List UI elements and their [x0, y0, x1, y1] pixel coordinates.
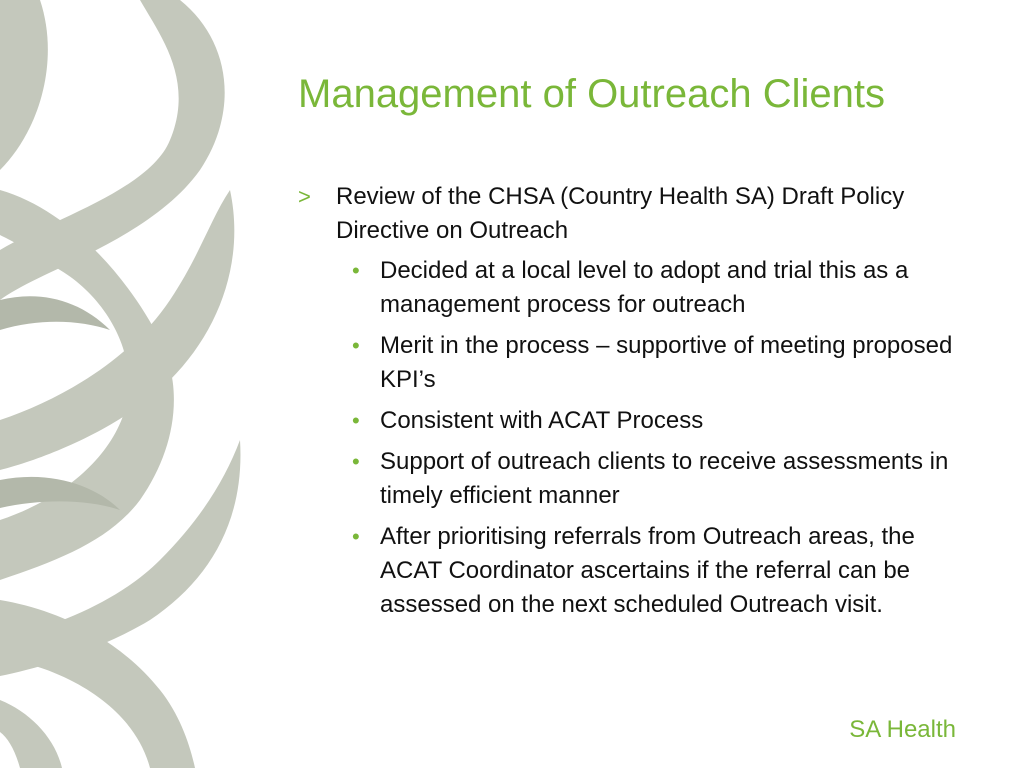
ribbon-shape — [0, 296, 110, 330]
bullet-dot-icon: • — [352, 408, 360, 433]
sub-bullet — [296, 520, 980, 622]
footer-brand: SA Health — [849, 716, 956, 743]
sub-bullet-text: Merit in the process – supportive of meeting proposed KPI’s — [380, 332, 953, 393]
sub-bullet — [296, 329, 980, 397]
sub-bullet — [296, 445, 980, 513]
chevron-right-icon: > — [298, 184, 311, 209]
main-bullet-text: Review of the CHSA (Country Health SA) Draft Policy Directive on Outreach — [336, 183, 905, 244]
slide-title: Management of Outreach Clients — [298, 72, 885, 116]
bullet-dot-icon: • — [352, 524, 360, 549]
ribbon-shape — [0, 700, 62, 768]
sub-bullet-list — [296, 254, 986, 622]
sub-bullet-text: After prioritising referrals from Outreach areas, the ACAT Coordinator ascertains if the referral can be assessed on the next scheduled Outreach visit. — [380, 523, 915, 618]
sub-bullet — [296, 404, 980, 438]
ribbon-decoration — [0, 0, 260, 768]
sub-bullet-text: Support of outreach clients to receive assessments in timely efficient manner — [380, 448, 949, 509]
sub-bullet — [296, 254, 980, 322]
sub-bullet-text: Decided at a local level to adopt and trial this as a management process for outreach — [380, 257, 909, 318]
bullet-dot-icon: • — [352, 333, 360, 358]
slide-content — [296, 180, 986, 629]
main-bullet — [296, 180, 986, 248]
ribbon-shape — [0, 0, 48, 170]
bullet-dot-icon: • — [352, 258, 360, 283]
bullet-dot-icon: • — [352, 449, 360, 474]
sub-bullet-text: Consistent with ACAT Process — [380, 407, 704, 434]
